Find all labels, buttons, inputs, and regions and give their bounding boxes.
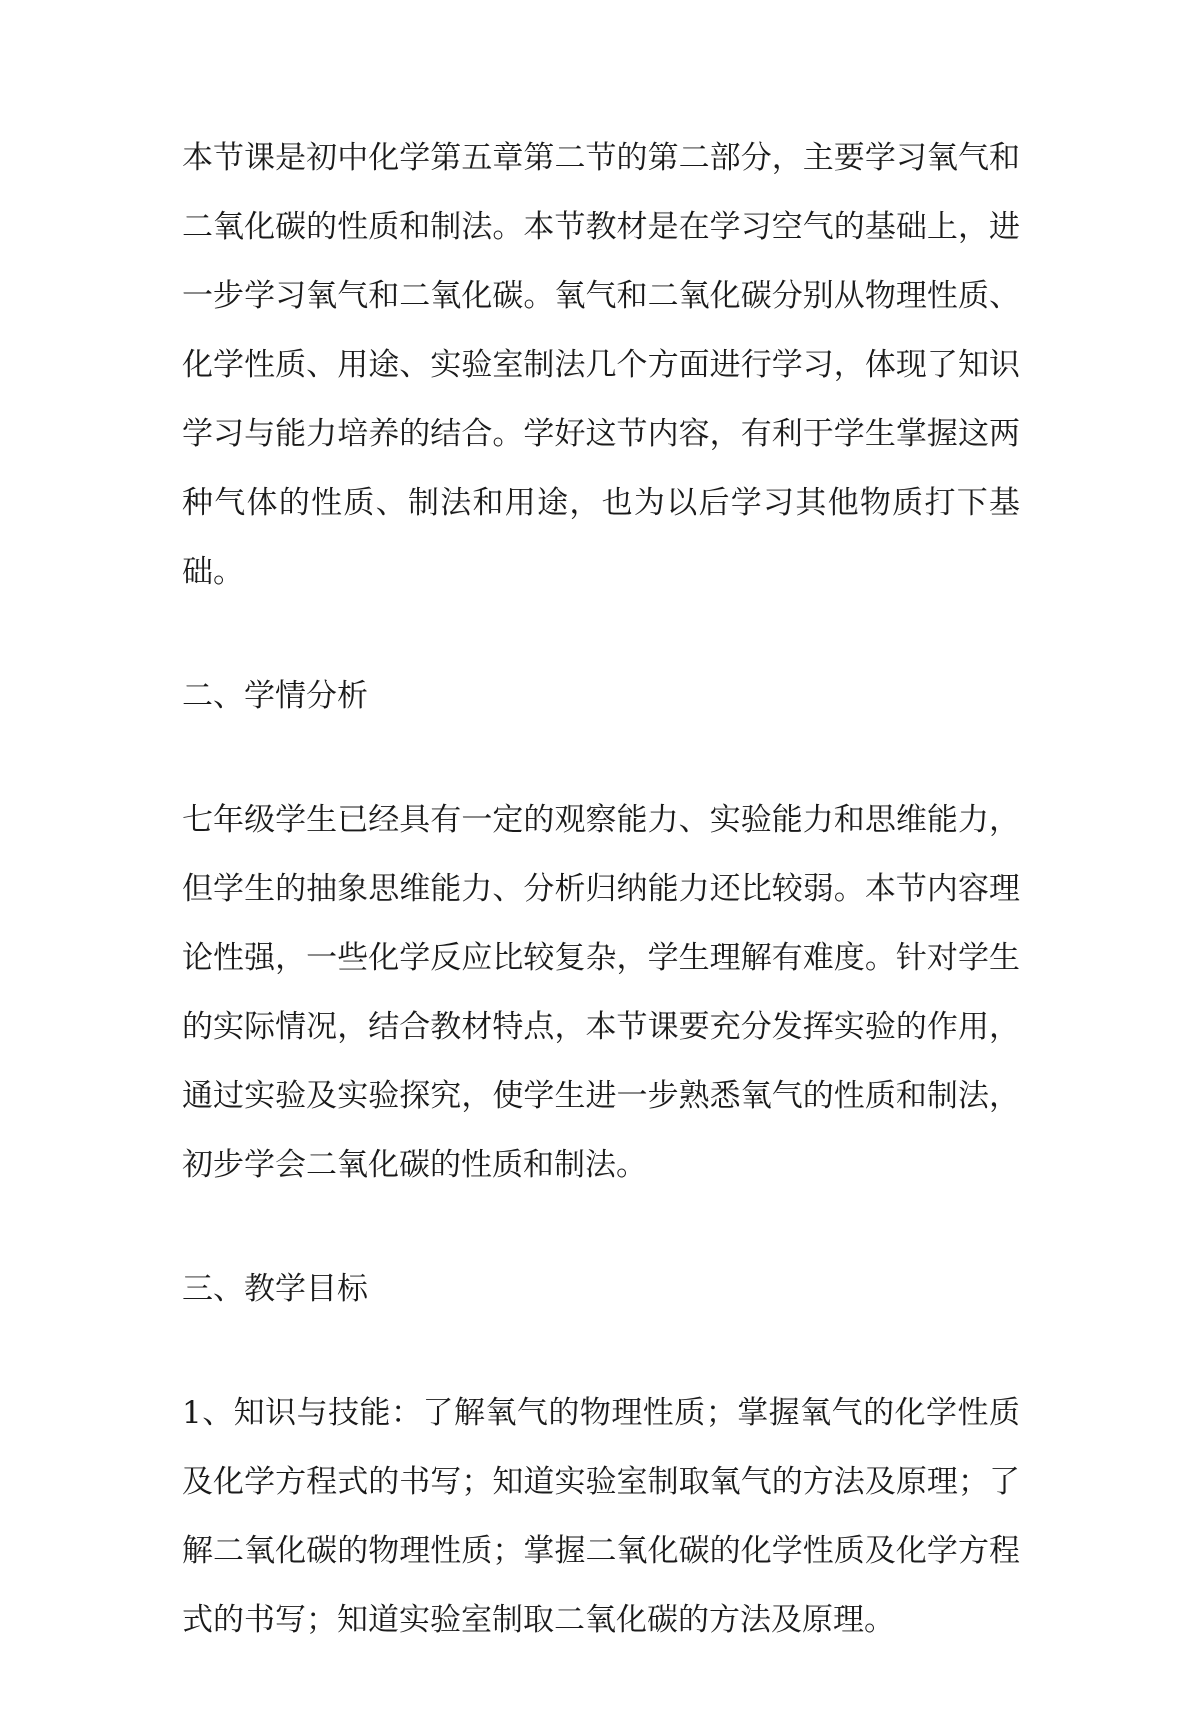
paragraph-knowledge-skills: 1、知识与技能：了解氧气的物理性质；掌握氧气的化学性质及化学方程式的书写；知道实验室制取氧气的方法及原理；了解二氧化碳的物理性质；掌握二氧化碳的化学性质及化学方程式的书写；知道实验室制取二氧化碳的方法及原理。 — [182, 1395, 1020, 1638]
paragraph-student-analysis: 七年级学生已经具有一定的观察能力、实验能力和思维能力，但学生的抽象思维能力、分析归纳能力还比较弱。本节内容理论性强，一些化学反应比较复杂，学生理解有难度。针对学生的实际情况，结合教材特点，本节课要充分发挥实验的作用，通过实验及实验探究，使学生进一步熟悉氧气的性质和制法，初步学会二氧化碳的性质和制法。 — [182, 802, 1020, 1183]
paragraph-textbook-analysis: 本节课是初中化学第五章第二节的第二部分，主要学习氧气和二氧化碳的性质和制法。本节教材是在学习空气的基础上，进一步学习氧气和二氧化碳。氧气和二氧化碳分别从物理性质、化学性质、用途、实验室制法几个方面进行学习，体现了知识学习与能力培养的结合。学好这节内容，有利于学生掌握这两种气体的性质、制法和用途，也为以后学习其他物质打下基础。 — [182, 140, 1020, 590]
heading-teaching-objectives: 三、教学目标 — [182, 1271, 368, 1307]
document-body — [182, 124, 1020, 1710]
heading-student-analysis: 二、学情分析 — [182, 678, 368, 714]
